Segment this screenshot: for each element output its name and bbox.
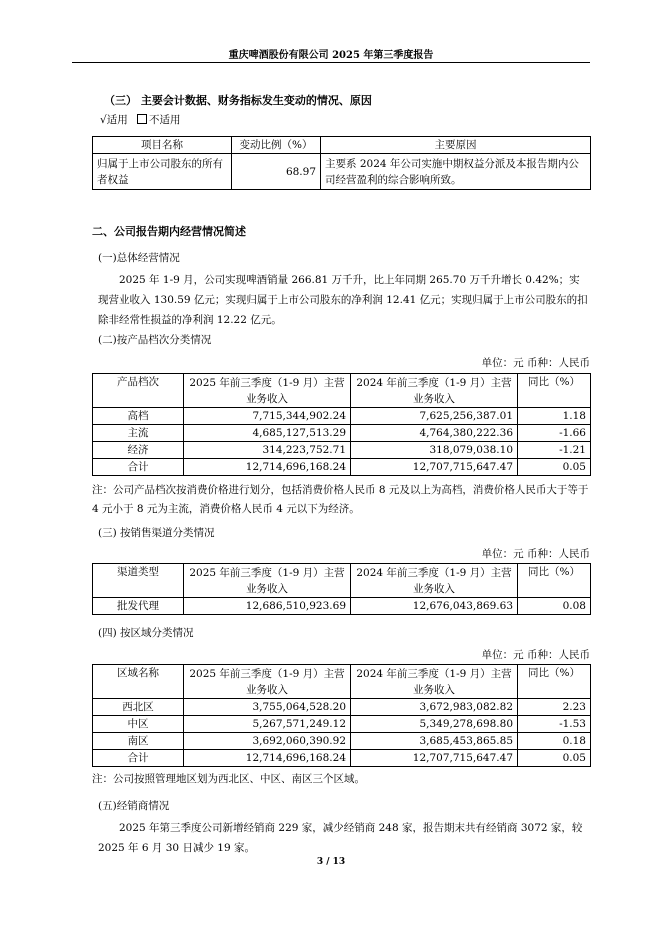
region-unit: 单位：元 币种：人民币: [481, 649, 590, 661]
table-cell: 西北区: [93, 699, 184, 716]
table-header: 区域名称: [93, 665, 184, 699]
product-title: (二)按产品档次分类情况: [98, 334, 212, 346]
table-cell: 2.23: [518, 699, 591, 716]
table-cell: 68.97: [232, 154, 321, 190]
channel-title: (三) 按销售渠道分类情况: [98, 527, 215, 539]
table-cell: 0.05: [518, 459, 591, 476]
product-note: 注：公司产品档次按消费价格进行划分，包括消费价格人民币 8 元及以上为高档，消费价格人民币大于等于 4 元小于 8 元为主流，消费价格人民币 4 元以下为经济。: [92, 484, 589, 515]
table-cell: 合计: [93, 459, 184, 476]
table-cell: 3,692,060,390.92: [184, 733, 351, 750]
table-header: 渠道类型: [93, 564, 184, 598]
table-header: 同比（%）: [518, 374, 591, 408]
table-header: 主要原因: [321, 137, 591, 154]
overall-title: (一)总体经营情况: [98, 252, 180, 264]
not-applicable-label: 不适用: [149, 114, 181, 126]
table-header: 同比（%）: [518, 665, 591, 699]
table-header: 变动比例（%）: [232, 137, 321, 154]
table-cell: 12,707,715,647.47: [351, 459, 518, 476]
table-cell: -1.21: [518, 442, 591, 459]
page-number: 3 / 13: [316, 857, 346, 867]
table-cell: 经济: [93, 442, 184, 459]
table-cell: 318,079,038.10: [351, 442, 518, 459]
table-header: 2024 年前三季度（1-9 月）主营业务收入: [351, 665, 518, 699]
header-divider: [72, 62, 590, 63]
table-header: 产品档次: [93, 374, 184, 408]
applicability-row: [100, 112, 181, 127]
table-header: 同比（%）: [518, 564, 591, 598]
product-unit: 单位：元 币种：人民币: [481, 357, 590, 369]
table-cell: 0.05: [518, 750, 591, 767]
checkbox-icon: [137, 114, 147, 124]
table-cell: 南区: [93, 733, 184, 750]
table-cell: 高档: [93, 408, 184, 425]
table-cell: 7,715,344,902.24: [184, 408, 351, 425]
distributor-text: 2025 年第三季度公司新增经销商 229 家，减少经销商 248 家，报告期末共有经销商 3072 家，较 2025 年 6 月 30 日减少 19 家。: [98, 822, 583, 854]
section3-title: （三） 主要会计数据、财务指标发生变动的情况、原因: [104, 94, 372, 107]
table-cell: -1.53: [518, 716, 591, 733]
table-cell: 5,267,571,249.12: [184, 716, 351, 733]
table-cell: 5,349,278,698.80: [351, 716, 518, 733]
part2-title: 二、公司报告期内经营情况简述: [92, 225, 246, 238]
table-header: 2025 年前三季度（1-9 月）主营业务收入: [184, 564, 351, 598]
channel-table: [92, 563, 591, 615]
table-cell: 314,223,752.71: [184, 442, 351, 459]
change-reason-table: [92, 136, 591, 190]
table-cell: 3,685,453,865.85: [351, 733, 518, 750]
table-cell: 合计: [93, 750, 184, 767]
region-title: (四) 按区域分类情况: [98, 627, 194, 639]
table-header: 2024 年前三季度（1-9 月）主营业务收入: [351, 564, 518, 598]
table-header: 项目名称: [93, 137, 232, 154]
channel-unit: 单位：元 币种：人民币: [481, 548, 590, 560]
table-cell: 0.18: [518, 733, 591, 750]
table-header: 2024 年前三季度（1-9 月）主营业务收入: [351, 374, 518, 408]
table-cell: 批发代理: [93, 598, 184, 615]
table-cell: 12,714,696,168.24: [184, 459, 351, 476]
table-cell: 主流: [93, 425, 184, 442]
table-cell: 12,707,715,647.47: [351, 750, 518, 767]
table-cell: -1.66: [518, 425, 591, 442]
table-cell: 归属于上市公司股东的所有者权益: [93, 154, 232, 190]
table-cell: 0.08: [518, 598, 591, 615]
table-cell: 3,755,064,528.20: [184, 699, 351, 716]
table-cell: 4,764,380,222.36: [351, 425, 518, 442]
overall-text: 2025 年 1-9 月，公司实现啤酒销量 266.81 万千升，比上年同期 265.70 万千升增长 0.42%；实现营业收入 130.59 亿元；实现归属于上市公司股东的净利润 12.41 亿元；实现归属于上市公司股东的扣除非经常性损益的净利润 12.22 亿元。: [98, 274, 588, 326]
table-cell: 1.18: [518, 408, 591, 425]
table-cell: 12,686,510,923.69: [184, 598, 351, 615]
table-header: 2025 年前三季度（1-9 月）主营业务收入: [184, 665, 351, 699]
table-header: 2025 年前三季度（1-9 月）主营业务收入: [184, 374, 351, 408]
table-cell: 12,714,696,168.24: [184, 750, 351, 767]
region-table: [92, 664, 591, 767]
table-cell: 12,676,043,869.63: [351, 598, 518, 615]
table-cell: 7,625,256,387.01: [351, 408, 518, 425]
table-cell: 中区: [93, 716, 184, 733]
distributor-title: (五)经销商情况: [98, 800, 170, 812]
table-cell: 4,685,127,513.29: [184, 425, 351, 442]
not-applicable-option: [137, 114, 181, 126]
applicable-label: √适用: [100, 114, 128, 126]
document-header: 重庆啤酒股份有限公司 2025 年第三季度报告: [228, 50, 434, 61]
table-cell: 3,672,983,082.82: [351, 699, 518, 716]
region-note: 注：公司按照管理地区划为西北区、中区、南区三个区域。: [92, 773, 365, 785]
table-cell: 主要系 2024 年公司实施中期权益分派及本报告期内公司经营盈利的综合影响所致。: [321, 154, 591, 190]
product-table: [92, 373, 591, 476]
